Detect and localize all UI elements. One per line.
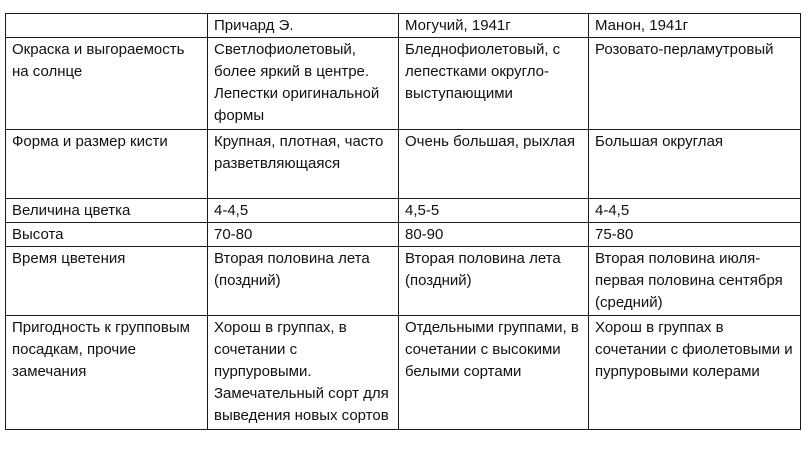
row-label-suitability: Пригодность к групповым посадкам, прочие замечания [6, 316, 208, 430]
table-row [6, 130, 801, 199]
table-cell: Бледнофиолетовый, с лепестками округло-выступающими [399, 38, 589, 130]
table-cell: 70-80 [208, 223, 399, 247]
table-cell: Большая округлая [589, 130, 801, 199]
header-cell-moguchiy: Могучий, 1941г [399, 14, 589, 38]
table-cell: Хорош в группах в сочетании с фиолетовыми и пурпуровыми колерами [589, 316, 801, 430]
header-cell-empty [6, 14, 208, 38]
table-cell: Светлофиолетовый, более яркий в центре. Лепестки оригинальной формы [208, 38, 399, 130]
table-cell: 80-90 [399, 223, 589, 247]
row-label-bloom-time: Время цветения [6, 247, 208, 316]
row-label-flower-size: Величина цветка [6, 199, 208, 223]
table-cell: Крупная, плотная, часто разветвляющаяся [208, 130, 399, 199]
table-row [6, 38, 801, 130]
table-cell: Хорош в группах, в сочетании с пурпуровыми. Замечательный сорт для выведения новых сортов [208, 316, 399, 430]
table-cell: 4-4,5 [208, 199, 399, 223]
varieties-table [5, 13, 801, 430]
table-cell: Розовато-перламутровый [589, 38, 801, 130]
table-row [6, 223, 801, 247]
header-row [6, 14, 801, 38]
table-cell: Очень большая, рыхлая [399, 130, 589, 199]
header-cell-prichard: Причард Э. [208, 14, 399, 38]
table-cell: 4-4,5 [589, 199, 801, 223]
header-cell-manon: Манон, 1941г [589, 14, 801, 38]
table-row [6, 199, 801, 223]
row-label-shape: Форма и размер кисти [6, 130, 208, 199]
table-cell: 75-80 [589, 223, 801, 247]
table-row [6, 247, 801, 316]
table-cell: Вторая половина лета (поздний) [208, 247, 399, 316]
table-cell: Вторая половина июля-первая половина сентября (средний) [589, 247, 801, 316]
table-row [6, 316, 801, 430]
row-label-height: Высота [6, 223, 208, 247]
table-cell: Отдельными группами, в сочетании с высокими белыми сортами [399, 316, 589, 430]
table-cell: 4,5-5 [399, 199, 589, 223]
row-label-color: Окраска и выгораемость на солнце [6, 38, 208, 130]
table-cell: Вторая половина лета (поздний) [399, 247, 589, 316]
